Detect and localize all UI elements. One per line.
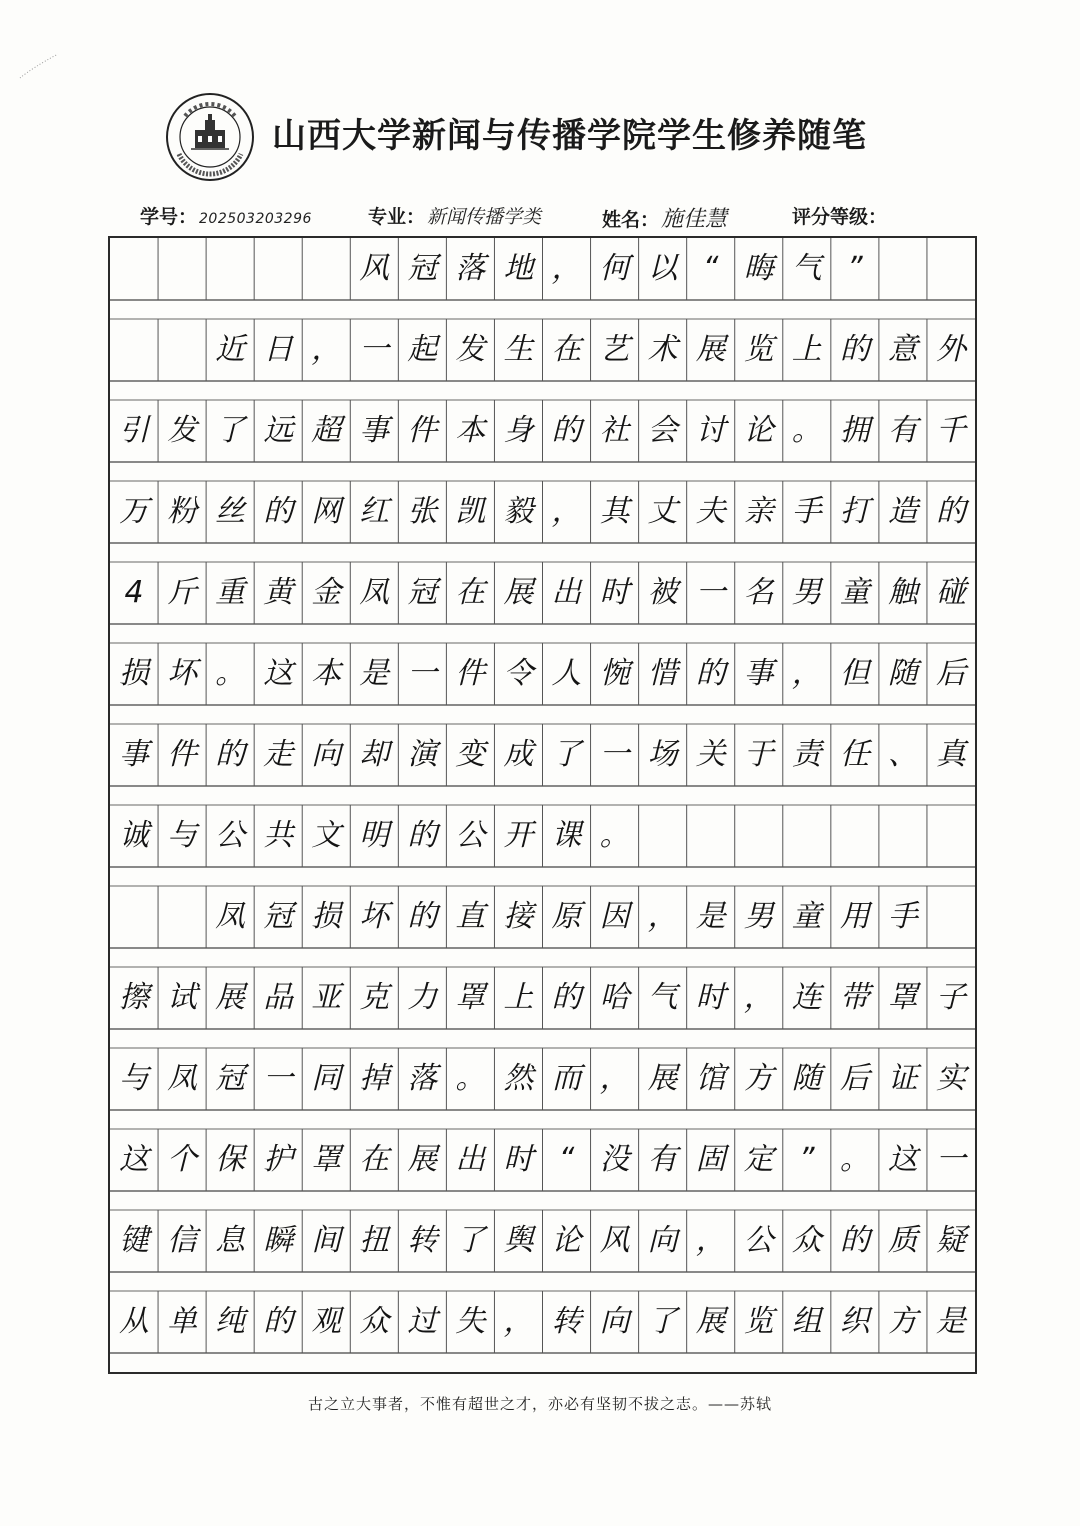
essay-cell: 了 [551, 737, 582, 772]
essay-cell [927, 805, 975, 867]
essay-cell: 夫 [695, 494, 726, 529]
essay-cell: 责 [791, 737, 822, 772]
essay-cell: ， [311, 332, 342, 367]
essay-cell: 粉 [167, 494, 198, 529]
essay-cell: 织 [839, 1304, 870, 1339]
scan-speck [18, 50, 60, 80]
essay-cell: “ [702, 251, 719, 286]
essay-cell: 是 [935, 1304, 966, 1339]
essay-cell: 的 [695, 656, 726, 691]
essay-cell: 众 [791, 1223, 822, 1258]
essay-cell: 展 [647, 1061, 678, 1096]
essay-cell: 上 [503, 980, 534, 1015]
student-id-value: 202503203296 [199, 211, 312, 227]
essay-cell: 的 [263, 1304, 294, 1339]
essay-cell: 超 [311, 413, 342, 448]
essay-cell: 冠 [407, 251, 438, 286]
essay-cell: 公 [743, 1223, 774, 1258]
essay-cell: 出 [455, 1142, 486, 1177]
essay-cell: 丝 [215, 494, 246, 529]
essay-cell: 男 [743, 899, 774, 934]
essay-cell [735, 805, 783, 867]
essay-row [110, 238, 975, 300]
essay-row [110, 724, 975, 786]
essay-row [110, 967, 975, 1029]
essay-cell: 的 [407, 899, 438, 934]
essay-cell: 手 [887, 899, 918, 934]
essay-cell: 克 [359, 980, 390, 1015]
essay-cell: 有 [887, 413, 918, 448]
essay-cell: 固 [695, 1142, 726, 1177]
essay-cell: 展 [407, 1142, 438, 1177]
essay-cell [254, 238, 302, 300]
essay-cell: 打 [839, 494, 870, 529]
essay-cell: 课 [551, 818, 582, 853]
essay-cell: 因 [599, 899, 630, 934]
essay-cell: 人 [551, 656, 582, 691]
essay-row [110, 1291, 975, 1353]
essay-cell: 远 [263, 413, 294, 448]
essay-cell: 毅 [503, 494, 534, 529]
essay-cell [158, 238, 206, 300]
essay-cell: 万 [119, 494, 150, 529]
essay-cell: ， [791, 656, 822, 691]
essay-cell: 会 [647, 413, 678, 448]
essay-cell: 原 [551, 899, 582, 934]
essay-cell [158, 319, 206, 381]
essay-cell: 但 [839, 656, 870, 691]
essay-cell [879, 805, 927, 867]
essay-cell: 罩 [887, 980, 918, 1015]
essay-cell: ” [799, 1142, 815, 1177]
essay-cell: 引 [119, 413, 150, 448]
major-field [368, 202, 541, 229]
essay-row [110, 481, 975, 543]
essay-cell: 关 [695, 737, 726, 772]
essay-cell: 。 [455, 1061, 486, 1096]
essay-cell: 一 [359, 332, 390, 367]
essay-cell: 风 [599, 1223, 630, 1258]
essay-cell [687, 805, 735, 867]
essay-cell: 。 [791, 413, 822, 448]
essay-cell: 千 [935, 413, 966, 448]
essay-cell: 重 [215, 575, 246, 610]
essay-cell: 张 [407, 494, 438, 529]
essay-cell: 惜 [647, 656, 678, 691]
essay-cell: 与 [119, 1061, 150, 1096]
essay-cell: 然 [503, 1061, 534, 1096]
essay-cell: 亚 [311, 980, 342, 1015]
essay-cell: 起 [407, 332, 438, 367]
essay-cell: 向 [599, 1304, 630, 1339]
essay-cell: 接 [503, 899, 534, 934]
essay-cell: 一 [695, 575, 726, 610]
student-id-field [140, 202, 312, 229]
essay-cell: 键 [119, 1223, 150, 1258]
essay-cell: 黄 [263, 575, 294, 610]
essay-cell: 走 [263, 737, 294, 772]
essay-cell: 男 [791, 575, 822, 610]
essay-cell: 随 [887, 656, 918, 691]
essay-cell: 术 [647, 332, 678, 367]
essay-cell: 时 [599, 575, 630, 610]
essay-cell [639, 805, 687, 867]
essay-cell: 一 [407, 656, 438, 691]
essay-cell: 日 [263, 332, 294, 367]
essay-cell: 4 [124, 575, 144, 610]
essay-cell: 的 [551, 413, 582, 448]
essay-cell: 事 [359, 413, 390, 448]
essay-cell: ” [847, 251, 863, 286]
essay-row [110, 643, 975, 705]
essay-cell: ， [743, 980, 774, 1015]
essay-cell: 社 [599, 413, 630, 448]
essay-cell: 拥 [839, 413, 870, 448]
essay-cell: 直 [455, 899, 486, 934]
essay-cell: 。 [839, 1142, 870, 1177]
essay-cell: 气 [791, 251, 822, 286]
essay-cell: 瞬 [263, 1223, 294, 1258]
major-label: 专业： [368, 206, 426, 228]
essay-cell: 公 [455, 818, 486, 853]
essay-cell: 了 [215, 413, 246, 448]
essay-cell: “ [558, 1142, 575, 1177]
essay-cell: 的 [839, 332, 870, 367]
essay-cell: 间 [311, 1223, 342, 1258]
essay-cell: 一 [935, 1142, 966, 1177]
essay-cell: 出 [551, 575, 582, 610]
essay-cell: 这 [263, 656, 294, 691]
name-value: 施佳慧 [661, 207, 728, 232]
essay-cell: 保 [215, 1142, 246, 1177]
essay-cell: 试 [167, 980, 198, 1015]
essay-cell: ， [695, 1223, 726, 1258]
essay-cell: 童 [839, 575, 870, 610]
essay-cell: 金 [311, 575, 342, 610]
essay-cell: 件 [167, 737, 198, 772]
student-id-label: 学号： [140, 206, 198, 228]
essay-cell [110, 319, 158, 381]
essay-cell: 而 [551, 1061, 582, 1096]
essay-cell: 了 [455, 1223, 486, 1258]
essay-row [110, 805, 975, 867]
essay-cell: 的 [263, 494, 294, 529]
essay-cell: 意 [887, 332, 918, 367]
essay-cell: 本 [311, 656, 342, 691]
essay-cell: 地 [503, 251, 534, 286]
essay-cell: 从 [119, 1304, 150, 1339]
essay-cell: 凤 [359, 575, 390, 610]
essay-cell: 坏 [359, 899, 390, 934]
essay-cell [110, 886, 158, 948]
essay-cell [302, 238, 350, 300]
essay-cell: 惋 [599, 656, 630, 691]
essay-cell [879, 238, 927, 300]
essay-cell: 的 [215, 737, 246, 772]
grade-label: 评分等级： [792, 206, 888, 228]
essay-cell: 件 [455, 656, 486, 691]
essay-cell: 转 [407, 1223, 438, 1258]
essay-cell: 红 [359, 494, 390, 529]
essay-row [110, 1210, 975, 1272]
essay-cell: 实 [935, 1061, 966, 1096]
name-field [602, 202, 727, 233]
essay-cell: 其 [599, 494, 630, 529]
essay-cell: 凤 [167, 1061, 198, 1096]
essay-cell: 有 [647, 1142, 678, 1177]
essay-cell: 生 [503, 332, 534, 367]
essay-cell: 随 [791, 1061, 822, 1096]
essay-cell: 转 [551, 1304, 582, 1339]
essay-cell: 成 [503, 737, 534, 772]
essay-cell: 护 [263, 1142, 294, 1177]
essay-cell: 碰 [935, 575, 966, 610]
essay-cell: 上 [791, 332, 822, 367]
essay-cell: 众 [359, 1304, 390, 1339]
essay-cell: 定 [743, 1142, 774, 1177]
essay-cell: 信 [167, 1223, 198, 1258]
essay-cell: 展 [503, 575, 534, 610]
essay-cell: 用 [839, 899, 870, 934]
essay-cell: 纯 [215, 1304, 246, 1339]
essay-cell: 事 [119, 737, 150, 772]
essay-cell: 名 [743, 575, 774, 610]
essay-cell: 亲 [743, 494, 774, 529]
essay-cell: 后 [935, 656, 966, 691]
essay-cell [158, 886, 206, 948]
essay-row [110, 886, 975, 948]
essay-cell: 童 [791, 899, 822, 934]
essay-cell: 本 [455, 413, 486, 448]
essay-cell: 罩 [455, 980, 486, 1015]
essay-cell: 冠 [263, 899, 294, 934]
essay-cell: 疑 [935, 1223, 966, 1258]
essay-cell: 凤 [215, 899, 246, 934]
essay-cell: 网 [311, 494, 342, 529]
essay-cell: 坏 [167, 656, 198, 691]
essay-cell: 在 [359, 1142, 390, 1177]
essay-cell: 落 [455, 251, 486, 286]
essay-cell: 品 [263, 980, 294, 1015]
essay-row [110, 562, 975, 624]
essay-cell: 造 [887, 494, 918, 529]
essay-cell: 息 [215, 1223, 246, 1258]
essay-cell: 斤 [167, 575, 198, 610]
essay-cell: 演 [407, 737, 438, 772]
page-title: 山西大学新闻与传播学院学生修养随笔 [272, 116, 867, 156]
essay-cell: 于 [743, 737, 774, 772]
essay-cell: 丈 [647, 494, 678, 529]
essay-cell: 展 [695, 332, 726, 367]
essay-cell [110, 238, 158, 300]
essay-cell: 任 [839, 737, 870, 772]
essay-cell: 论 [551, 1223, 582, 1258]
major-value: 新闻传播学类 [427, 206, 542, 228]
essay-cell: 令 [503, 656, 534, 691]
essay-cell: 带 [839, 980, 870, 1015]
essay-cell [927, 238, 975, 300]
essay-cell: 是 [695, 899, 726, 934]
essay-cell: 件 [407, 413, 438, 448]
essay-cell: 览 [743, 1304, 774, 1339]
essay-cell: 却 [359, 737, 390, 772]
essay-cell: 证 [887, 1061, 918, 1096]
essay-cell: 展 [215, 980, 246, 1015]
essay-row [110, 1129, 975, 1191]
essay-cell: 力 [407, 980, 438, 1015]
essay-cell: 凯 [455, 494, 486, 529]
university-seal-icon [165, 92, 255, 182]
essay-cell: 组 [791, 1304, 822, 1339]
essay-cell: 在 [455, 575, 486, 610]
essay-cell [831, 805, 879, 867]
essay-cell: 观 [311, 1304, 342, 1339]
essay-cell: 艺 [599, 332, 630, 367]
essay-cell [783, 805, 831, 867]
essay-cell: 扭 [359, 1223, 390, 1258]
essay-cell: 触 [887, 575, 918, 610]
essay-cell: 冠 [407, 575, 438, 610]
essay-cell: 事 [743, 656, 774, 691]
essay-cell: 同 [311, 1061, 342, 1096]
essay-cell: 发 [455, 332, 486, 367]
essay-cell: 被 [647, 575, 678, 610]
essay-cell: 冠 [215, 1061, 246, 1096]
essay-cell: 罩 [311, 1142, 342, 1177]
essay-row [110, 319, 975, 381]
essay-cell: 变 [455, 737, 486, 772]
essay-row [110, 400, 975, 462]
essay-cell: 馆 [695, 1061, 726, 1096]
essay-cell: 了 [647, 1304, 678, 1339]
essay-cell: 气 [647, 980, 678, 1015]
essay-cell: 掉 [359, 1061, 390, 1096]
essay-cell: 过 [407, 1304, 438, 1339]
essay-cell: 时 [695, 980, 726, 1015]
essay-cell: 身 [503, 413, 534, 448]
essay-cell: 展 [695, 1304, 726, 1339]
essay-cell: 向 [311, 737, 342, 772]
essay-cell [206, 238, 254, 300]
essay-cell: 讨 [695, 413, 726, 448]
essay-cell: 何 [599, 251, 630, 286]
essay-cell: 个 [167, 1142, 198, 1177]
essay-cell: 方 [743, 1061, 774, 1096]
essay-cell: 舆 [503, 1223, 534, 1258]
essay-cell: 手 [791, 494, 822, 529]
footer-quote: 古之立大事者，不惟有超世之才，亦必有坚韧不拔之志。——苏轼 [307, 1395, 772, 1413]
essay-cell: 风 [359, 251, 390, 286]
essay-cell: 览 [743, 332, 774, 367]
essay-cell: 落 [407, 1061, 438, 1096]
essay-cell: 共 [263, 818, 294, 853]
essay-cell: 。 [215, 656, 246, 691]
essay-cell: 论 [743, 413, 774, 448]
essay-cell: 近 [215, 332, 246, 367]
essay-cell: ， [599, 1061, 630, 1096]
essay-cell: 后 [839, 1061, 870, 1096]
essay-cell: 没 [599, 1142, 630, 1177]
essay-cell: 失 [455, 1304, 486, 1339]
essay-cell: 真 [935, 737, 966, 772]
essay-cell: 的 [551, 980, 582, 1015]
essay-cell: 时 [503, 1142, 534, 1177]
essay-cell: 与 [167, 818, 198, 853]
essay-cell: 公 [215, 818, 246, 853]
essay-cell: ， [647, 899, 678, 934]
essay-row [110, 1048, 975, 1110]
essay-cell: 在 [551, 332, 582, 367]
essay-cell: 外 [935, 332, 966, 367]
essay-cell: 明 [359, 818, 390, 853]
essay-cell: 连 [791, 980, 822, 1015]
essay-cell: 的 [935, 494, 966, 529]
essay-cell [927, 886, 975, 948]
writing-grid [108, 236, 977, 1374]
name-label: 姓名： [602, 209, 660, 231]
essay-cell: 晦 [743, 251, 774, 286]
essay-cell: 文 [311, 818, 342, 853]
essay-cell: 开 [503, 818, 534, 853]
essay-cell: 诚 [119, 818, 150, 853]
essay-cell: 这 [119, 1142, 150, 1177]
essay-cell: ， [551, 251, 582, 286]
essay-cell: 擦 [119, 980, 150, 1015]
essay-cell: ， [503, 1304, 534, 1339]
essay-cell: 以 [647, 251, 678, 286]
essay-cell: 方 [887, 1304, 918, 1339]
essay-cell: ， [551, 494, 582, 529]
essay-cell: 损 [119, 656, 150, 691]
essay-cell: 的 [407, 818, 438, 853]
essay-cell: 的 [839, 1223, 870, 1258]
grade-field [792, 202, 887, 229]
essay-cell: 场 [647, 737, 678, 772]
essay-cell: 是 [359, 656, 390, 691]
essay-cell: 这 [887, 1142, 918, 1177]
essay-cell: 发 [167, 413, 198, 448]
essay-cell: 损 [311, 899, 342, 934]
essay-cell: 一 [599, 737, 630, 772]
essay-cell: 质 [887, 1223, 918, 1258]
essay-cell: 一 [263, 1061, 294, 1096]
essay-cell: 子 [935, 980, 966, 1015]
essay-cell: 单 [167, 1304, 198, 1339]
essay-cell: 。 [599, 818, 630, 853]
student-info-row [140, 198, 940, 232]
essay-cell: 向 [647, 1223, 678, 1258]
essay-cell: 哈 [599, 980, 630, 1015]
essay-cell: 、 [887, 737, 918, 772]
